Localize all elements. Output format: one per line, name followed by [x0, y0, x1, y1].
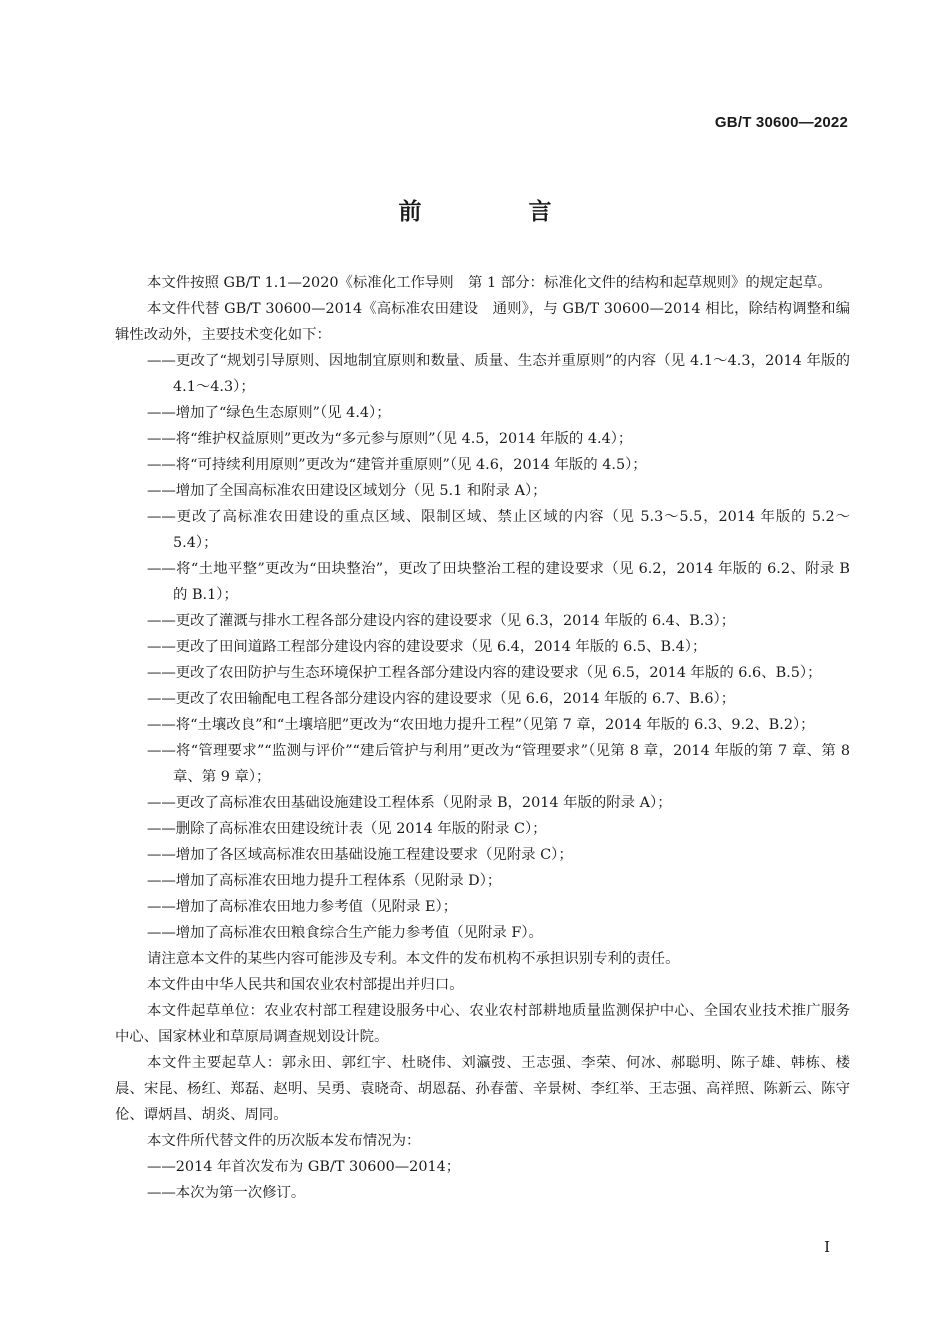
- list-item: ——将“管理要求”“监测与评价”“建后管护与利用”更改为“管理要求”（见第 8 章，2014 年版的第 7 章、第 8 章、第 9 章）；: [147, 743, 850, 785]
- list-item: ——增加了高标准农田地力提升工程体系（见附录 D）；: [147, 873, 502, 889]
- list-item: ——将“土地平整”更改为“田块整治”，更改了田块整治工程的建设要求（见 6.2，2014 年版的 6.2、附录 B 的 B.1）；: [147, 561, 850, 603]
- list-item: ——增加了各区域高标准农田基础设施工程建设要求（见附录 C）；: [147, 847, 573, 863]
- paragraph: 请注意本文件的某些内容可能涉及专利。本文件的发布机构不承担识别专利的责任。: [147, 951, 680, 967]
- list-item: ——将“可持续利用原则”更改为“建管并重原则”（见 4.6，2014 年版的 4.5）；: [147, 457, 647, 473]
- paragraph: 本文件起草单位：农业农村部工程建设服务中心、农业农村部耕地质量监测保护中心、全国农业技术推广服务中心、国家林业和草原局调查规划设计院。: [115, 1003, 850, 1045]
- list-item: ——增加了全国高标准农田建设区域划分（见 5.1 和附录 A）；: [147, 483, 547, 499]
- list-item: ——更改了高标准农田基础设施建设工程体系（见附录 B，2014 年版的附录 A）；: [147, 795, 672, 811]
- preface-body: [115, 270, 850, 1206]
- list-item: ——更改了农田输配电工程各部分建设内容的建设要求（见 6.6，2014 年版的 6.7、B.6）；: [147, 691, 736, 707]
- list-item: ——删除了高标准农田建设统计表（见 2014 年版的附录 C）；: [147, 821, 547, 837]
- list-item: ——更改了田间道路工程部分建设内容的建设要求（见 6.4，2014 年版的 6.5、B.4）；: [147, 639, 707, 655]
- paragraph: 本文件所代替文件的历次版本发布情况为：: [147, 1133, 421, 1149]
- paragraph: 本文件代替 GB/T 30600—2014《高标准农田建设 通则》，与 GB/T 30600—2014 相比，除结构调整和编辑性改动外，主要技术变化如下：: [115, 301, 850, 343]
- list-item: ——更改了“规划引导原则、因地制宜原则和数量、质量、生态并重原则”的内容（见 4.1～4.3，2014 年版的 4.1～4.3）；: [147, 353, 850, 395]
- paragraph: 本文件由中华人民共和国农业农村部提出并归口。: [147, 977, 464, 993]
- list-item: ——将“维护权益原则”更改为“多元参与原则”（见 4.5，2014 年版的 4.4）；: [147, 431, 633, 447]
- paragraph: 本文件主要起草人：郭永田、郭红宇、杜晓伟、刘瀛弢、王志强、李荣、何冰、郝聪明、陈子雄、韩栋、楼晨、宋昆、杨红、郑磊、赵明、吴勇、袁晓奇、胡恩磊、孙春蕾、辛景树、李红举、王志强、高祥照、陈新云、陈守伦、谭炳昌、胡炎、周同。: [115, 1055, 850, 1123]
- page-number: Ⅰ: [824, 1238, 830, 1256]
- list-item: ——2014 年首次发布为 GB/T 30600—2014；: [147, 1159, 461, 1175]
- list-item: ——更改了农田防护与生态环境保护工程各部分建设内容的建设要求（见 6.5，2014 年版的 6.6、B.5）；: [147, 665, 822, 681]
- list-item: ——增加了“绿色生态原则”（见 4.4）；: [147, 405, 391, 421]
- list-item: ——更改了灌溉与排水工程各部分建设内容的建设要求（见 6.3，2014 年版的 6.4、B.3）；: [147, 613, 736, 629]
- page-title: 前 言: [398, 199, 594, 225]
- paragraph: 本文件按照 GB/T 1.1—2020《标准化工作导则 第 1 部分：标准化文件的结构和起草规则》的规定起草。: [147, 275, 832, 291]
- standard-number: GB/T 30600—2022: [714, 114, 848, 131]
- list-item: ——更改了高标准农田建设的重点区域、限制区域、禁止区域的内容（见 5.3～5.5，2014 年版的 5.2～5.4）；: [147, 509, 850, 551]
- list-item: ——增加了高标准农田地力参考值（见附录 E）；: [147, 899, 458, 915]
- list-item: ——本次为第一次修订。: [147, 1185, 306, 1201]
- list-item: ——将“土壤改良”和“土壤培肥”更改为“农田地力提升工程”（见第 7 章，2014 年版的 6.3、9.2、B.2）；: [147, 717, 815, 733]
- list-item: ——增加了高标准农田粮食综合生产能力参考值（见附录 F）。: [147, 925, 543, 941]
